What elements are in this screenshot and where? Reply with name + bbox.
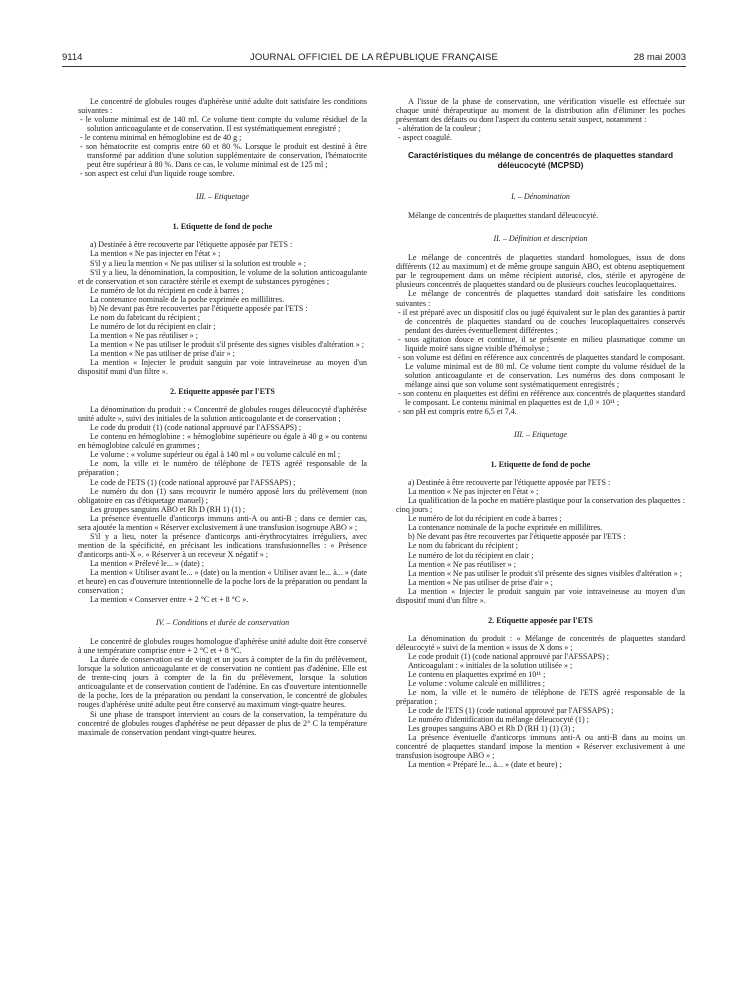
paragraph: S'il y a lieu, noter la présence d'anticorps anti-érythrocytaires irréguliers, avec mention de la spécificité, en précisant les indications transfusionnelles : « Présence d'anticorps anti-X ». « Réserver à un receveur X négatif » ;	[78, 531, 367, 559]
paragraph: Le numéro du don (1) sans recouvrir le numéro apposé lors du prélèvement (non obligatoire en cas d'étiquetage manuel) ;	[78, 486, 367, 505]
paragraph: Le numéro de lot du récipient en clair ;	[408, 550, 534, 560]
paragraph: Le nom du fabricant du récipient ;	[90, 312, 200, 322]
section-heading: III. – Etiquetage	[514, 430, 567, 440]
paragraph: Le code de l'ETS (1) (code national approuvé par l'AFSSAPS) ;	[90, 477, 296, 487]
paragraph: b) Ne devant pas être recouvertes par l'étiquette apposée par l'ETS :	[90, 303, 308, 313]
paragraph: La mention « Ne pas réutiliser » ;	[90, 330, 198, 340]
left-column	[78, 97, 367, 737]
paragraph: Le mélange de concentrés de plaquettes standard doit satisfaire les conditions suivantes :	[396, 289, 685, 308]
paragraph: Le numéro de lot du récipient en code à barres ;	[90, 285, 244, 295]
list-item: - altération de la couleur ;	[398, 124, 481, 134]
paragraph: La mention « Utiliser avant le... » (date) ou la mention « Utiliser avant le... à... » (date et heure) en cas d'ouverture intentionnelle de la poche lors de la préparation ou pendant la conservation ;	[78, 567, 368, 596]
paragraph: La mention « Ne pas utiliser de prise d'air » ;	[408, 577, 553, 587]
paragraph: a) Destinée à être recouverte par l'étiquette apposée par l'ETS :	[408, 478, 611, 488]
paragraph: Le concentré de globules rouges homologue d'aphérèse unité adulte doit être conservé à une température comprise entre + 2 °C et + 8 °C.	[78, 637, 367, 656]
paragraph: La contenance nominale de la poche exprimée en millilitres.	[408, 523, 603, 533]
journal-title: JOURNAL OFFICIEL DE LA RÉPUBLIQUE FRANÇAISE	[249, 52, 499, 63]
list-item: - son contenu en plaquettes est défini en référence aux concentrés de plaquettes standard le composant. Le contenu minimal en plaquettes est de 1,0 × 10¹¹ ;	[398, 388, 685, 408]
section-heading: 2. Etiquette apposée par l'ETS	[170, 387, 275, 397]
paragraph: La durée de conservation est de vingt et un jours à compter de la fin du prélèvement, lorsque la solution anticoagulante et de conservation ne contient pas d'adénine. Elle est de trente-cinq jours à compter de la fin du prélèvement, lorsque la solution anticoagulante et de conservation contient de l'adénine. En cas d'ouverture intentionnelle de la poche, lors de la préparation ou pendant la conservation, le concentré de globules rouges d'aphérèse unité adulte peut être conservé au maximum vingt-quatre heures.	[78, 655, 367, 710]
paragraph: Le numéro d'identification du mélange déleucocyté (1) ;	[408, 715, 589, 725]
paragraph: Le mélange de concentrés de plaquettes standard homologues, issus de dons différents (12 au maximum) et de même groupe sanguin ABO, est obtenu aseptiquement par le regroupement dans un même récipient autorisé, clos, stérile et apyrogène de plusieurs concentrés de plaquettes standard ou de plusieurs couches leucoplaquettaires.	[396, 253, 685, 290]
paragraph: Le concentré de globules rouges d'aphérèse unité adulte doit satisfaire les conditions suivantes :	[78, 97, 367, 116]
paragraph: La mention « Prélevé le... » (date) ;	[90, 558, 204, 568]
paragraph: La mention « Ne pas injecter en l'état » ;	[408, 487, 539, 497]
paragraph: La mention « Ne pas utiliser le produit s'il présente des signes visibles d'altération » ;	[90, 339, 364, 349]
right-column	[396, 97, 685, 769]
paragraph: Le contenu en hémoglobine : « hémoglobine supérieure ou égale à 40 g » ou contenu en hémoglobine calculé en grammes ;	[78, 432, 367, 451]
header-rule	[62, 66, 686, 67]
paragraph: Le nom du fabricant du récipient ;	[408, 541, 518, 551]
list-item: - aspect coagulé.	[398, 133, 452, 143]
paragraph: S'il y a lieu, la dénomination, la composition, le volume de la solution anticoagulante et de conservation et son caractère stérile et exempt de substances pyrogènes ;	[78, 267, 367, 286]
section-heading: 1. Etiquette de fond de poche	[490, 460, 591, 470]
section-heading: 2. Etiquette apposée par l'ETS	[488, 615, 593, 625]
paragraph: Les groupes sanguins ABO et Rh D (RH 1) (1) ;	[90, 504, 246, 514]
paragraph: a) Destinée à être recouverte par l'étiquette apposée par l'ETS :	[90, 240, 293, 250]
section-heading: II. – Définition et description	[493, 234, 588, 244]
list-item: - il est préparé avec un dispositif clos ou jugé équivalent sur le plan des garanties à partir de concentrés de plaquettes standard ou de couches leucoplaquettaires conservés pendant des durées éventuellement différentes ;	[398, 307, 685, 335]
section-heading: III. – Etiquetage	[196, 192, 249, 202]
paragraph: La dénomination du produit : « Concentré de globules rouges déleucocyté d'aphérèse unité adulte », suivi des initiales de la solution anticoagulante et de conservation ;	[78, 405, 367, 424]
list-item: - son hématocrite est compris entre 60 et 80 %. Lorsque le produit est destiné à être transformé par addition d'une solution supplémentaire de conservation, l'hématocrite peut être supérieur à 80 %. Dans ce cas, le volume minimal est de 125 ml ;	[80, 142, 367, 170]
issue-date: 28 mai 2003	[633, 52, 686, 63]
paragraph: S'il y a lieu la mention « Ne pas utiliser si la solution est trouble » ;	[90, 258, 307, 268]
list-item: - son volume est défini en référence aux concentrés de plaquettes standard le composant. Le volume minimal est de 80 ml. Ce volume tient compte du volume résiduel de la solution anticoagulante et de conservation. Les numéros des dons composant le mélange ainsi que son volume sont systématiquement enregistrés ;	[398, 352, 685, 389]
list-item: - son aspect est celui d'un liquide rouge sombre.	[80, 169, 235, 179]
section-heading: Caractéristiques du mélange de concentrés de plaquettes standard déleucocyté (MCPSD)	[407, 150, 674, 171]
paragraph: Le code de l'ETS (1) (code national approuvé par l'AFSSAPS) ;	[408, 706, 614, 716]
paragraph: Le code du produit (1) (code national approuvé par l'AFSSAPS) ;	[90, 423, 302, 433]
paragraph: Le volume : volume calculé en millilitres ;	[408, 679, 545, 689]
paragraph: Le nom, la ville et le numéro de téléphone de l'ETS agréé responsable de la préparation ;	[78, 459, 367, 478]
paragraph: La mention « Ne pas utiliser le produit s'il présente des signes visibles d'altération » ;	[408, 568, 682, 578]
paragraph: La mention « Ne pas injecter en l'état » ;	[90, 249, 221, 259]
paragraph: La mention « Préparé le... à... » (date et heure) ;	[408, 760, 562, 770]
paragraph: Anticoagulant : « initiales de la solution utilisée » ;	[408, 660, 573, 670]
page-number: 9114	[62, 52, 83, 63]
section-heading: IV. – Conditions et durée de conservation	[155, 618, 290, 628]
paragraph: La mention « Ne pas utiliser de prise d'air » ;	[90, 348, 235, 358]
paragraph: Les groupes sanguins ABO et Rh D (RH 1) (1) (3) ;	[408, 724, 575, 734]
section-heading: I. – Dénomination	[511, 192, 570, 202]
list-item: - le contenu minimal en hémoglobine est de 40 g ;	[80, 133, 242, 143]
paragraph: La présence éventuelle d'anticorps immuns anti-A ou anti-B dans au moins un concentré de plaquettes standard impose la mention « Réserver exclusivement à une transfusion isogroupe ABO » ;	[396, 733, 685, 761]
list-item: - sous agitation douce et continue, il se présente en milieu plasmatique comme un liquide moiré sans signe visible d'hémolyse ;	[398, 334, 685, 353]
list-item: - le volume minimal est de 140 ml. Ce volume tient compte du volume résiduel de la solution anticoagulante et de conservation. Il est systématiquement enregistré ;	[80, 115, 367, 134]
paragraph: Mélange de concentrés de plaquettes standard déleucocyté.	[408, 211, 599, 221]
list-item: - son pH est compris entre 6,5 et 7,4.	[398, 407, 517, 417]
paragraph: Si une phase de transport intervient au cours de la conservation, la température du concentré de globules rouges d'aphérèse ne peut dépasser de plus de 2° C la température maximale de conservation pendant vingt-quatre heures.	[78, 709, 367, 737]
paragraph: Le nom, la ville et le numéro de téléphone de l'ETS agréé responsable de la préparation ;	[396, 688, 685, 707]
paragraph: Le volume : « volume supérieur ou égal à 140 ml » ou volume calculé en ml ;	[90, 450, 341, 460]
paragraph: La mention « Injecter le produit sanguin par voie intraveineuse au moyen d'un dispositif muni d'un filtre ».	[396, 586, 685, 605]
paragraph: La mention « Conserver entre + 2 °C et + 8 °C ».	[90, 595, 249, 605]
paragraph: La mention « Ne pas réutiliser » ;	[408, 559, 516, 569]
paragraph: La présence éventuelle d'anticorps immuns anti-A ou anti-B ; dans ce dernier cas, sera ajoutée la mention « Réserver exclusivement à une transfusion isogroupe ABO » ;	[78, 513, 367, 532]
paragraph: La qualification de la poche en matière plastique pour la conservation des plaquettes : cinq jours ;	[396, 496, 685, 515]
paragraph: Le numéro de lot du récipient en code à barres ;	[408, 514, 562, 524]
paragraph: Le contenu en plaquettes exprimé en 10¹¹ ;	[408, 669, 546, 679]
paragraph: La dénomination du produit : « Mélange de concentrés de plaquettes standard déleucocyté » suivi de la mention « issus de X dons » ;	[396, 633, 685, 652]
paragraph: La mention « Injecter le produit sanguin par voie intraveineuse au moyen d'un dispositif muni d'un filtre ».	[78, 358, 367, 377]
paragraph: La contenance nominale de la poche exprimée en millilitres.	[90, 294, 285, 304]
paragraph: b) Ne devant pas être recouvertes par l'étiquette apposée par l'ETS :	[408, 532, 626, 542]
paragraph: Le code produit (1) (code national approuvé par l'AFSSAPS) ;	[408, 651, 610, 661]
paragraph: Le numéro de lot du récipient en clair ;	[90, 321, 216, 331]
section-heading: 1. Etiquette de fond de poche	[172, 222, 273, 232]
paragraph: A l'issue de la phase de conservation, une vérification visuelle est effectuée sur chaque unité thérapeutique au moment de la distribution afin d'éliminer les poches présentant des défauts ou dont l'aspect du contenu serait suspect, notamment :	[396, 97, 685, 125]
